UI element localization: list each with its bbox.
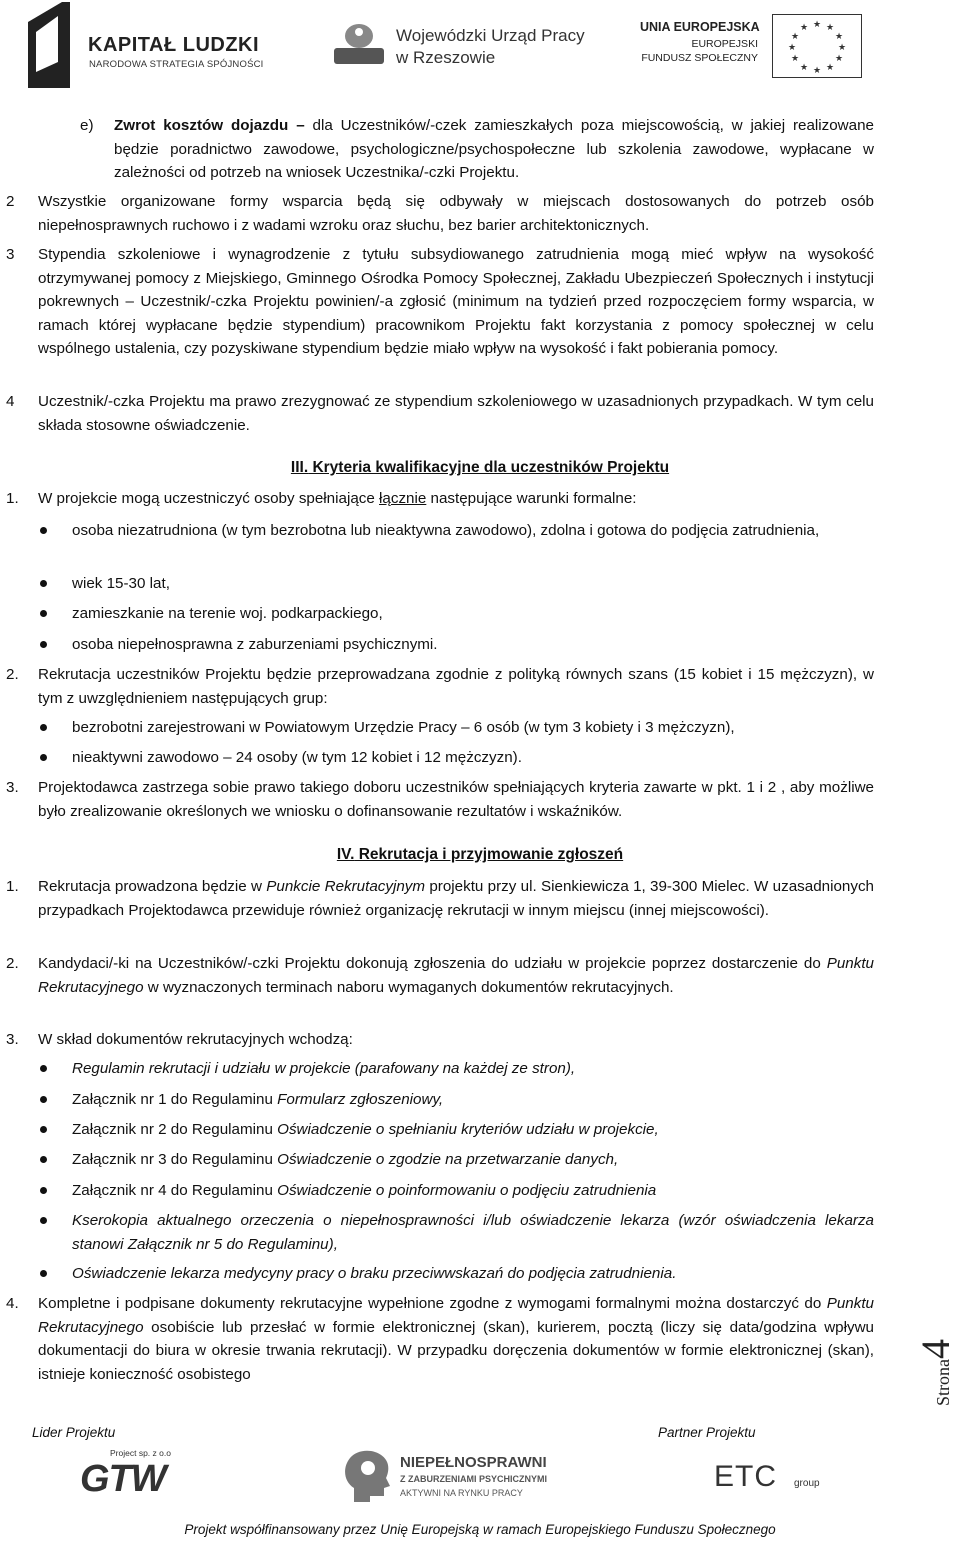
doc-title: Oświadczenie o poinformowaniu o podjęciu zatrudnienia: [277, 1182, 657, 1199]
list-item: [72, 1148, 874, 1172]
footer-note: Projekt współfinansowany przez Unię Europejską w ramach Europejskiego Funduszu Społecznego: [184, 1522, 776, 1537]
s4-item-1-num: 1.: [6, 878, 19, 895]
doc-title: Oświadczenie o zgodzie na przetwarzanie danych,: [277, 1151, 619, 1168]
header-logos: [0, 0, 960, 95]
etc-logo: [714, 1456, 834, 1506]
item-4-num: 4: [6, 393, 15, 410]
head-profile-icon: [340, 1448, 392, 1504]
svg-text:★: ★: [834, 32, 844, 42]
bullet-dot: [40, 1187, 47, 1194]
item-4-text: Uczestnik/-czka Projektu ma prawo zrezygnować ze stypendium szkoleniowego w uzasadnionych przypadkach. W tym celu składa stosowne oświadczenie.: [38, 393, 874, 434]
doc-title: Formularz zgłoszeniowy,: [277, 1091, 444, 1108]
svg-text:★: ★: [825, 23, 835, 33]
s3-item-1-underline: łącznie: [379, 490, 427, 507]
svg-text:★: ★: [799, 23, 809, 33]
section-4-heading: [0, 846, 960, 864]
svg-text:★: ★: [834, 54, 844, 64]
page-number: 4: [913, 1339, 958, 1359]
section-4-title: Rekrutacja i przyjmowanie zgłoszeń: [354, 846, 624, 863]
svg-text:★: ★: [790, 32, 800, 42]
list-item: [72, 1262, 874, 1286]
item-e-bold: Zwrot kosztów dojazdu: [114, 117, 289, 134]
kapital-ludzki-emblem: [28, 2, 72, 88]
etc-group-text: group: [794, 1478, 820, 1489]
footer-lider-label: Lider Projektu: [32, 1425, 116, 1440]
svg-text:★: ★: [787, 43, 797, 53]
bullet-dot: [40, 580, 47, 587]
bullet-dot: [40, 1217, 47, 1224]
doc-prefix: Załącznik nr 4 do Regulaminu: [72, 1182, 278, 1199]
list-item: osoba niepełnosprawna z zaburzeniami psychicznymi.: [72, 636, 438, 653]
bullet-dot: [40, 641, 47, 648]
bullet-dot: [40, 754, 47, 761]
section-3-title: Kryteria kwalifikacyjne dla uczestników Projektu: [308, 459, 670, 476]
item-3-num: 3: [6, 246, 15, 263]
s3-item-2-text: Rekrutacja uczestników Projektu będzie przeprowadzana zgodnie z polityką równych szans (15 kobiet i 15 mężczyzn), w tym z uwzględnieniem następujących grup:: [38, 666, 874, 707]
eu-line1: UNIA EUROPEJSKA: [640, 20, 760, 34]
s4-item-2-part-b: w wyznaczonych terminach naboru wymaganych dokumentów rekrutacyjnych.: [143, 978, 674, 996]
bullet-dot: [40, 1270, 47, 1277]
s3-item-1-part-a: W projekcie mogą uczestniczyć osoby spełniające: [38, 490, 380, 507]
s4-item-1-part-a: Rekrutacja prowadzona będzie w: [38, 878, 267, 895]
section-3-roman: III.: [290, 459, 309, 476]
item-e-rest: dla Uczestników/-czek zamieszkałych poza miejscowością, w jakiej realizowane będzie poradnictwo zawodowe, psychologiczne/psychospołeczne lub szkolenia zawodowe, wypłacane w zależności od potrzeb na wniosek Uczestnika/-czki Projektu.: [114, 117, 874, 181]
svg-text:★: ★: [799, 63, 809, 73]
bullet-dot: [40, 1126, 47, 1133]
svg-text:★: ★: [812, 66, 822, 76]
doc-title: Oświadczenie lekarza medycyny pracy o braku przeciwwskazań do podjęcia zatrudnienia.: [72, 1265, 677, 1282]
item-e-text: [114, 114, 874, 185]
footer-middle-logo: [340, 1448, 570, 1508]
list-item: zamieszkanie na terenie woj. podkarpackiego,: [72, 605, 383, 622]
s4-item-3-text: W skład dokumentów rekrutacyjnych wchodzą:: [38, 1031, 353, 1048]
bullet-dot: [40, 724, 47, 731]
doc-title: Regulamin rekrutacji i udziału w projekcie (parafowany na każdej ze stron),: [72, 1060, 576, 1077]
item-3-text: Stypendia szkoleniowe i wynagrodzenie z tytułu subsydiowanego zatrudnienia mogą mieć wpływ na wysokość otrzymywanej pomocy z Miejskiego, Gminnego Ośrodka Pomocy Społecznej, Zakładu Ubezpieczeń Społecznych i instytucji pokrewnych – Uczestnik/-czka Projektu powinien/-a zgłosić (minimum na tydzień przed rozpoczęciem formy wsparcia, w ramach której wypłacane będzie stypendium) pracownikom Projektu fakt korzystania z pomocy społecznej w celu wspólnego ustalenia, czy pozyskiwane stypendium będzie miało wpływ na wysokość i fakt pobierania pomocy.: [38, 246, 874, 357]
item-e-dash: –: [288, 117, 313, 134]
eu-line2: EUROPEJSKI: [691, 38, 758, 50]
s4-item-2-italic: Punktu Rekrutacyjnego: [38, 955, 874, 996]
page-label: Strona: [933, 1359, 953, 1406]
section-4-roman: IV.: [336, 846, 355, 863]
eu-flag-icon: [772, 14, 862, 78]
wup-line1: Wojewódzki Urząd Pracy: [396, 26, 585, 45]
list-item: wiek 15-30 lat,: [72, 575, 170, 592]
s4-item-4-italic: Punktu Rekrutacyjnego: [38, 1295, 874, 1336]
doc-prefix: Załącznik nr 2 do Regulaminu: [72, 1121, 278, 1138]
s3-item-1-part-b: następujące warunki formalne:: [426, 490, 637, 507]
s4-item-1-part-b: projektu przy ul. Sienkiewicza 1, 39-300 Mielec. W uzasadnionych przypadkach Projektodawca przewiduje również organizację rekrutacji w innym miejscu (innej miejscowości).: [38, 878, 874, 919]
s3-item-3-num: 3.: [6, 779, 19, 796]
svg-text:★: ★: [825, 63, 835, 73]
bullet-dot: [40, 1065, 47, 1072]
list-item: nieaktywni zawodowo – 24 osoby (w tym 12 kobiet i 12 mężczyzn).: [72, 749, 522, 766]
bullet-dot: [40, 1156, 47, 1163]
s3-item-2-num: 2.: [6, 666, 19, 683]
s4-item-2-text: [38, 952, 874, 999]
gtw-top-text: Project sp. z o.o: [110, 1448, 171, 1458]
s4-item-4-part-b: osobiście lub przesłać w formie elektronicznej (skan), kurierem, pocztą (liczy się data/godzina wpływu dokumentacji do biura w okresie trwania rekrutacji). W przypadku doręczenia dokumentów w formie elektronicznej (skan), istnieje konieczność osobistego: [38, 1318, 874, 1383]
s4-item-3-num: 3.: [6, 1031, 19, 1048]
item-2-text: Wszystkie organizowane formy wsparcia będą się odbywały w miejscach dostosowanych do potrzeb osób niepełnosprawnych ruchowo i z wadami wzroku oraz słuchu, bez barier architektonicznych.: [38, 193, 874, 234]
kapital-ludzki-logo: [28, 2, 288, 88]
wup-logo: [332, 10, 592, 80]
s4-item-1-text: [38, 875, 874, 922]
mid-line3: AKTYWNI NA RYNKU PRACY: [400, 1488, 523, 1498]
list-item: [72, 1179, 874, 1203]
eu-logo: [640, 14, 940, 84]
wup-line2: w Rzeszowie: [396, 48, 496, 67]
list-item: osoba niezatrudniona (w tym bezrobotna lub nieaktywna zawodowo), zdolna i gotowa do podjęcia zatrudnienia,: [72, 522, 820, 539]
bullet-dot: [40, 527, 47, 534]
wup-emblem: [332, 18, 386, 70]
s4-item-4-num: 4.: [6, 1295, 19, 1312]
list-item: bezrobotni zarejestrowani w Powiatowym Urzędzie Pracy – 6 osób (w tym 3 kobiety i 3 mężczyzn),: [72, 719, 735, 736]
bullet-dot: [40, 1096, 47, 1103]
gtw-logo: [78, 1448, 198, 1508]
list-item: [72, 1088, 874, 1112]
s4-item-4-part-a: Kompletne i podpisane dokumenty rekrutacyjne wypełnione zgodne z wymogami formalnymi można dostarczyć do: [38, 1295, 827, 1312]
list-item: [72, 1057, 874, 1081]
svg-text:★: ★: [812, 20, 822, 30]
eu-line3: FUNDUSZ SPOŁECZNY: [641, 52, 758, 64]
footer-partner-label: Partner Projektu: [658, 1425, 756, 1440]
s4-item-2-num: 2.: [6, 955, 19, 972]
svg-text:★: ★: [837, 43, 847, 53]
page-number-side: [912, 1310, 960, 1410]
doc-title: Oświadczenie o spełnianiu kryteriów udziału w projekcie,: [277, 1121, 659, 1138]
svg-text:★: ★: [790, 54, 800, 64]
bullet-dot: [40, 610, 47, 617]
kapital-ludzki-title: KAPITAŁ LUDZKI: [88, 34, 260, 56]
s3-item-3-text: Projektodawca zastrzega sobie prawo takiego doboru uczestników spełniających kryteria zawarte w pkt. 1 i 2 , aby możliwe było zrealizowanie określonych we wniosku o dofinansowanie rezultatów i wskaźników.: [38, 779, 874, 820]
mid-line2: Z ZABURZENIAMI PSYCHICZNYMI: [400, 1474, 547, 1484]
doc-prefix: Załącznik nr 3 do Regulaminu: [72, 1151, 278, 1168]
s4-item-2-part-a: Kandydaci/-ki na Uczestników/-czki Projektu dokonują zgłoszenia do udziału w projekcie poprzez dostarczenie do: [38, 955, 827, 972]
item-2-num: 2: [6, 193, 15, 210]
s3-item-1-text: [38, 487, 874, 511]
kapital-ludzki-subtitle: NARODOWA STRATEGIA SPÓJNOŚCI: [89, 59, 264, 70]
s4-item-4-text: [38, 1292, 874, 1386]
s3-item-1-num: 1.: [6, 490, 19, 507]
etc-text: ETC: [714, 1460, 777, 1493]
doc-title: Kserokopia aktualnego orzeczenia o niepełnosprawności i/lub oświadczenie lekarza (wzór oświadczenia lekarza stanowi Załącznik nr 5 do Regulaminu),: [72, 1212, 874, 1253]
doc-prefix: Załącznik nr 1 do Regulaminu: [72, 1091, 278, 1108]
list-item: [72, 1118, 874, 1142]
item-e-label: e): [80, 117, 94, 134]
s4-item-1-italic: Punkcie Rekrutacyjnym: [266, 878, 426, 895]
gtw-text: GTW: [80, 1458, 166, 1500]
section-3-heading: [0, 459, 960, 477]
list-item: [72, 1209, 874, 1256]
mid-line1: NIEPEŁNOSPRAWNI: [400, 1454, 547, 1471]
